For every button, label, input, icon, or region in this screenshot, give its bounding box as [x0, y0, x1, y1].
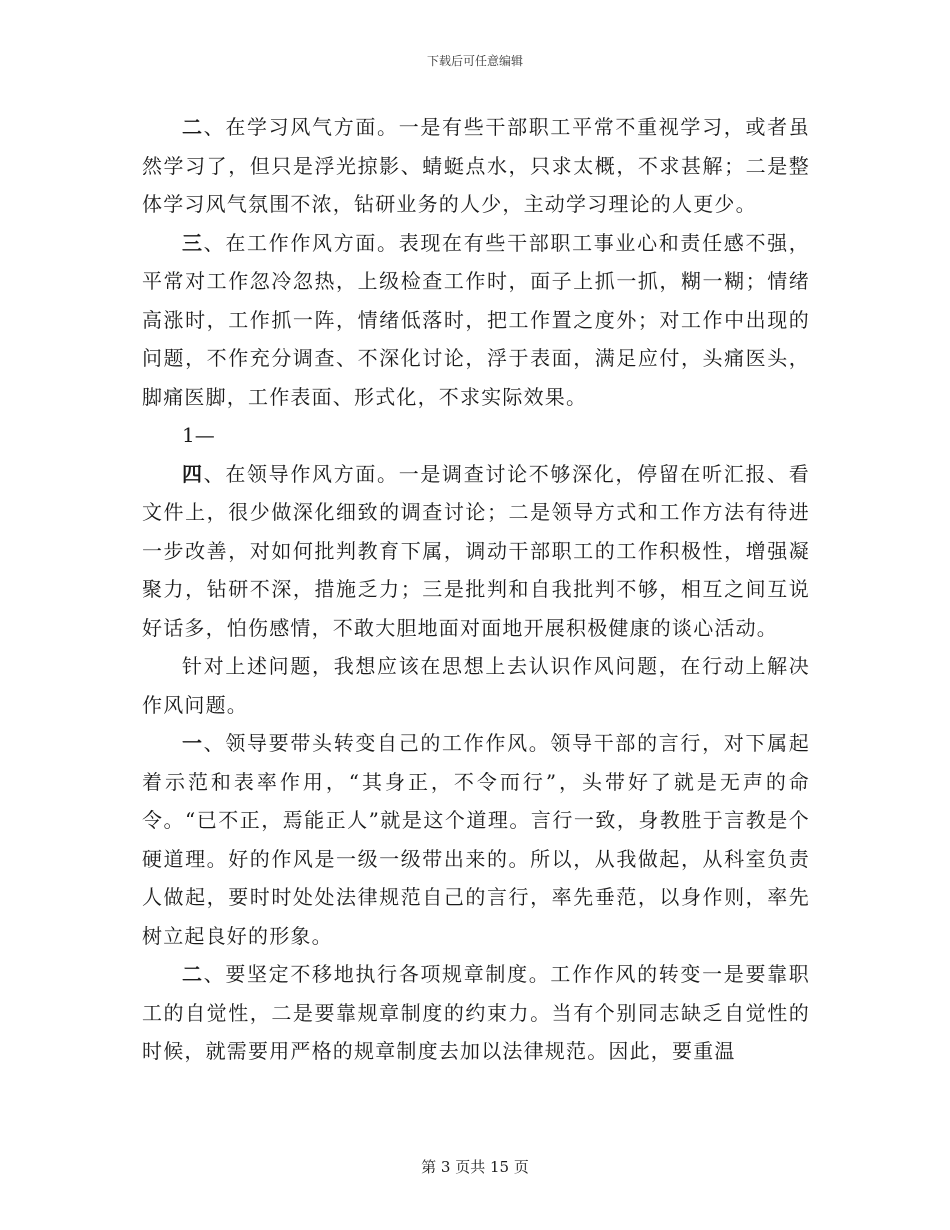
paragraph-lead: 四: [182, 461, 204, 486]
paragraph-text: 、要坚定不移地执行各项规章制度。工作作风的转变一是要靠职工的自觉性，二是要靠规章制度的约束力。当有个别同志缺乏自觉性的时候，就需要用严格的规章制度去加以法律规范。因此，要重温: [142, 962, 810, 1063]
paragraph-leadership-style: [142, 455, 810, 648]
paragraph-text: 、领导要带头转变自己的工作作风。领导干部的言行，对下属起着示范和表率作用，“其身正，不令而行”，头带好了就是无声的命令。“已不正，焉能正人”就是这个道理。言行一致，身教胜于言教是个硬道理。好的作风是一级一级带出来的。所以，从我做起，从科室负责人做起，要时时处处法律规范自己的言行，率先垂范，以身作则，率先树立起良好的形象。: [142, 731, 810, 948]
inline-page-marker: 1—: [182, 423, 215, 447]
paragraph-work-style: [142, 224, 810, 417]
document-body: [142, 108, 810, 1071]
paragraph-enforce-rules: [142, 955, 810, 1071]
page-number-footer: 第 3 页共 15 页: [421, 1158, 529, 1176]
paragraph-text: 、在工作作风方面。表现在有些干部职工事业心和责任感不强，平常对工作忽冷忽热，上级检查工作时，面子上抓一抓，糊一糊；情绪高涨时，工作抓一阵，情绪低落时，把工作置之度外；对工作中出现的问题，不作充分调查、不深化讨论，浮于表面，满足应付，头痛医头，脚痛医脚，工作表面、形式化，不求实际效果。: [142, 230, 810, 409]
header-note: 下载后可任意编辑: [426, 54, 523, 68]
paragraph-text: 针对上述问题，我想应该在思想上去认识作风问题，在行动上解决作风问题。: [142, 654, 810, 717]
paragraph-text: 、在领导作风方面。一是调查讨论不够深化，停留在听汇报、看文件上，很少做深化细致的调查讨论；二是领导方式和工作方法有待进一步改善，对如何批判教育下属，调动干部职工的工作积极性，增强凝聚力，钻研不深，措施乏力；三是批判和自我批判不够，相互之间互说好话多，怕伤感情，不敢大胆地面对面地开展积极健康的谈心活动。: [142, 461, 810, 640]
paragraph-lead: 三: [182, 230, 204, 255]
paragraph-lead: 二: [182, 115, 204, 139]
paragraph-study-style: [142, 108, 810, 224]
paragraph-lead: 一: [182, 731, 204, 755]
paragraph-text: 、在学习风气方面。一是有些干部职工平常不重视学习，或者虽然学习了，但只是浮光掠影、蜻蜓点水，只求太概，不求甚解；二是整体学习风气氛围不浓，钻研业务的人少，主动学习理论的人更少。: [142, 115, 810, 216]
paragraph-transition: [142, 647, 810, 724]
paragraph-leaders-lead-by-example: [142, 724, 810, 955]
paragraph-lead: 二: [182, 962, 204, 986]
